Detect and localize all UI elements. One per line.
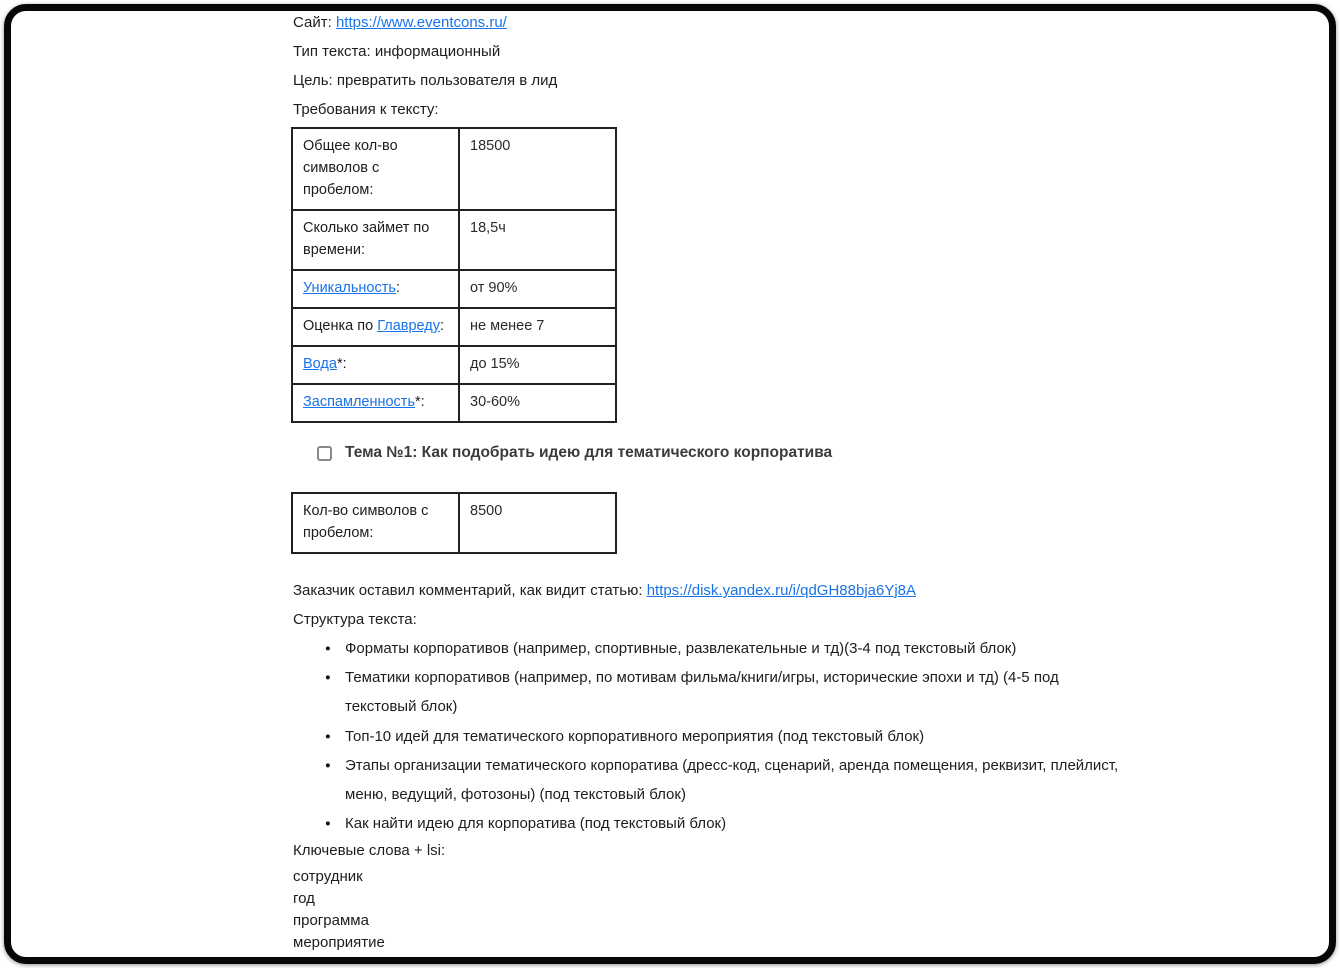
keyword-item: мероприятие	[293, 934, 385, 951]
structure-item: ● Форматы корпоративов (например, спортивные, развлекательные и тд)(3-4 под текстовый блок)	[293, 634, 1125, 663]
keyword-item: программа	[293, 912, 369, 929]
structure-item: ● Топ-10 идей для тематического корпоративного мероприятия (под текстовый блок)	[293, 722, 1125, 751]
requirements-row	[292, 384, 616, 422]
topic-heading	[293, 444, 832, 462]
customer-comment-link[interactable]: https://disk.yandex.ru/i/qdGH88bja6Yj8A	[646, 582, 917, 599]
requirements-row	[292, 128, 616, 210]
requirement-label-cell: Сколько займет по времени:	[292, 210, 459, 270]
keywords-block	[293, 836, 445, 954]
topic-checkbox[interactable]	[317, 446, 332, 461]
structure-list	[293, 634, 1125, 838]
requirements-table-body	[292, 128, 616, 422]
requirements-table	[291, 127, 617, 423]
topic-title: Тема №1: Как подобрать идею для тематического корпоратива	[345, 444, 833, 461]
keywords-heading: Ключевые слова + lsi:	[293, 842, 446, 859]
requirement-term-link[interactable]: Заспамленность	[303, 394, 416, 410]
requirement-label-cell: Общее кол-во символов с пробелом:	[292, 128, 459, 210]
requirement-term-link[interactable]: Главреду	[377, 318, 440, 334]
site-link[interactable]: https://www.eventcons.ru/	[335, 14, 507, 31]
requirements-heading: Требования к тексту:	[293, 101, 439, 118]
requirement-label-cell: Вода*:	[292, 346, 459, 384]
goal-line: Цель: превратить пользователя в лид	[293, 72, 558, 89]
customer-comment-label: Заказчик оставил комментарий, как видит статью:	[293, 582, 647, 599]
topic-chars-value-cell: 8500	[459, 493, 616, 553]
requirement-value-cell: 18,5ч	[459, 210, 616, 270]
requirement-value-cell: 18500	[459, 128, 616, 210]
structure-item: ● Тематики корпоративов (например, по мотивам фильма/книги/игры, исторические эпохи и тд) (4-5 под текстовый блок)	[293, 663, 1125, 721]
requirement-value-cell: до 15%	[459, 346, 616, 384]
customer-comment-line	[293, 576, 916, 605]
requirement-term-link[interactable]: Вода	[303, 356, 337, 372]
keyword-item: год	[293, 890, 315, 907]
site-label: Сайт:	[293, 14, 336, 31]
requirements-row	[292, 346, 616, 384]
topic-table-row	[292, 493, 616, 553]
structure-heading: Структура текста:	[293, 611, 417, 628]
structure-item: ● Как найти идею для корпоратива (под текстовый блок)	[293, 809, 1125, 838]
topic-table	[291, 492, 617, 554]
requirements-row	[292, 270, 616, 308]
requirement-term-link[interactable]: Уникальность	[303, 280, 396, 296]
keywords-list	[293, 866, 445, 954]
requirements-row	[292, 210, 616, 270]
site-line	[293, 8, 557, 37]
text-type-line: Тип текста: информационный	[293, 43, 501, 60]
requirement-label-cell: Оценка по Главреду:	[292, 308, 459, 346]
requirement-value-cell: не менее 7	[459, 308, 616, 346]
requirement-label-cell: Заспамленность*:	[292, 384, 459, 422]
requirement-label-cell: Уникальность:	[292, 270, 459, 308]
structure-item: ● Этапы организации тематического корпоратива (дресс-код, сценарий, аренда помещения, реквизит, плейлист, меню, ведущий, фотозоны) (под текстовый блок)	[293, 751, 1125, 809]
comment-block	[293, 576, 916, 634]
brief-intro	[293, 8, 557, 124]
keyword-item: сотрудник	[293, 868, 363, 885]
requirement-value-cell: от 90%	[459, 270, 616, 308]
requirement-value-cell: 30-60%	[459, 384, 616, 422]
requirements-row	[292, 308, 616, 346]
topic-chars-label-cell: Кол-во символов с пробелом:	[292, 493, 459, 553]
